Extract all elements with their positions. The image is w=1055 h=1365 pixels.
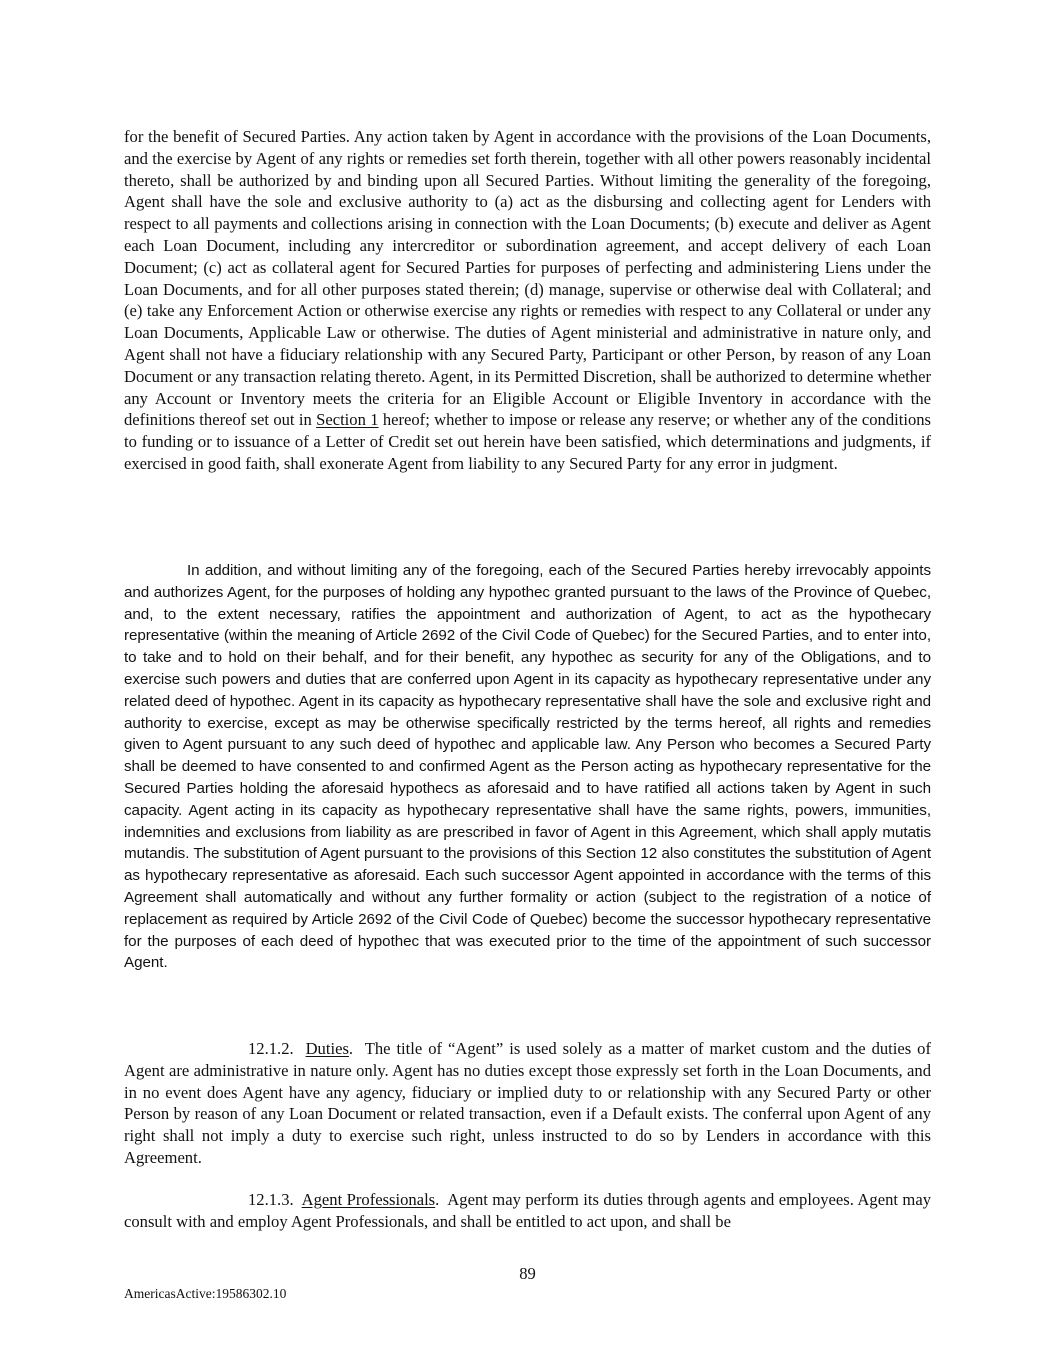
- section-1-reference: Section 1: [316, 410, 379, 430]
- section-12-1-3-number: 12.1.3.: [248, 1190, 294, 1209]
- paragraph-agent-authority-text: for the benefit of Secured Parties. Any action taken by Agent in accordance with the provisions of the Loan Documents, and the exercise by Agent of any rights or remedies set forth therein, together with all other powers reasonably incidental thereto, shall be authorized by and binding upon all Secured Parties. Without limiting the generality of the foregoing, Agent shall have the sole and exclusive authority to (a) act as the disbursing and collecting agent for Lenders with respect to all payments and collections arising in connection with the Loan Documents; (b) execute and deliver as Agent each Loan Document, including any intercreditor or subordination agreement, and accept delivery of each Loan Document; (c) act as collateral agent for Secured Parties for purposes of perfecting and administering Liens under the Loan Documents, and for all other purposes stated therein; (d) manage, supervise or otherwise deal with Collateral; and (e) take any Enforcement Action or otherwise exercise any rights or remedies with respect to any Collateral or under any Loan Documents, Applicable Law or otherwise. The duties of Agent ministerial and administrative in nature only, and Agent shall not have a fiduciary relationship with any Secured Party, Participant or other Person, by reason of any Loan Document or any transaction relating thereto. Agent, in its Permitted Discretion, shall be authorized to determine whether any Account or Inventory meets the criteria for an Eligible Account or Eligible Inventory in accordance with the definitions thereof set out in: [124, 127, 931, 430]
- section-12-1-3: 12.1.3. Agent Professionals. Agent may perform its duties through agents and employees. Agent may consult with and employ Agent Professionals, and shall be entitled to act upon, and shall be: [124, 1190, 932, 1231]
- page-number: 89: [519, 1264, 536, 1283]
- section-12-1-2: 12.1.2. Duties. The title of “Agent” is used solely as a matter of market custom and the duties of Agent are administrative in nature only. Agent has no duties except those expressly set forth in the Loan Documents, and in no event does Agent have any agency, fiduciary or implied duty to or relationship with any Secured Party or other Person by reason of any Loan Document or related transaction, even if a Default exists. The conferral upon Agent of any right shall not imply a duty to exercise such right, unless instructed to do so by Lenders in accordance with this Agreement.: [124, 1039, 932, 1167]
- section-12-1-3-heading: Agent Professionals: [301, 1190, 436, 1209]
- section-12-1-2-number: 12.1.2.: [248, 1039, 294, 1058]
- paragraph-agent-authority-tail: hereof; whether to impose or release any reserve; or whether any of the conditions to funding or to issuance of a Letter of Credit set out herein have been satisfied, which determinations and judgments, if exercised in good faith, shall exonerate Agent from liability to any Secured Party for any error in judgment.: [124, 410, 932, 473]
- paragraph-hypothecary-representative: In addition, and without limiting any of the foregoing, each of the Secured Parties hereby irrevocably appoints and authorizes Agent, for the purposes of holding any hypothec granted pursuant to the laws of the Province of Quebec, and, to the extent necessary, ratifies the appointment and authorization of Agent, to act as the hypothecary representative (within the meaning of Article 2692 of the Civil Code of Quebec) for the Secured Parties, and to enter into, to take and to hold on their behalf, and for their benefit, any hypothec as security for any of the Obligations, and to exercise such powers and duties that are conferred upon Agent in its capacity as hypothecary representative under any related deed of hypothec. Agent in its capacity as hypothecary representative shall have the sole and exclusive right and authority to exercise, except as may be otherwise specifically restricted by the terms hereof, all rights and remedies given to Agent pursuant to any such deed of hypothec and applicable law. Any Person who becomes a Secured Party shall be deemed to have consented to and confirmed Agent as the Person acting as hypothecary representative for the Secured Parties holding the aforesaid hypothecs as aforesaid and to have ratified all actions taken by Agent in such capacity. Agent acting in its capacity as hypothecary representative shall have the same rights, powers, immunities, indemnities and exclusions from liability as are prescribed in favor of Agent in this Agreement, which shall apply mutatis mutandis. The substitution of Agent pursuant to the provisions of this Section 12 also constitutes the substitution of Agent as hypothecary representative as aforesaid. Each such successor Agent appointed in accordance with the terms of this Agreement shall automatically and without any further formality or action (subject to the registration of a notice of replacement as required by Article 2692 of the Civil Code of Quebec) become the successor hypothecary representative for the purposes of each deed of hypothec that was executed prior to the time of the appointment of such successor Agent.: [124, 562, 931, 972]
- paragraph-agent-authority: [124, 126, 931, 475]
- section-12-1-2-heading: Duties: [305, 1039, 349, 1058]
- section-12-1-3-body: Agent may perform its duties through agents and employees. Agent may consult with and employ Agent Professionals, and shall be entitled to act upon, and shall be: [124, 1190, 932, 1231]
- document-id: AmericasActive:19586302.10: [124, 1286, 287, 1301]
- section-12-1-2-body: The title of “Agent” is used solely as a matter of market custom and the duties of Agent are administrative in nature only. Agent has no duties except those expressly set forth in the Loan Documents, and in no event does Agent have any agency, fiduciary or implied duty to or relationship with any Secured Party or other Person by reason of any Loan Document or related transaction, even if a Default exists. The conferral upon Agent of any right shall not imply a duty to exercise such right, unless instructed to do so by Lenders in accordance with this Agreement.: [124, 1039, 932, 1167]
